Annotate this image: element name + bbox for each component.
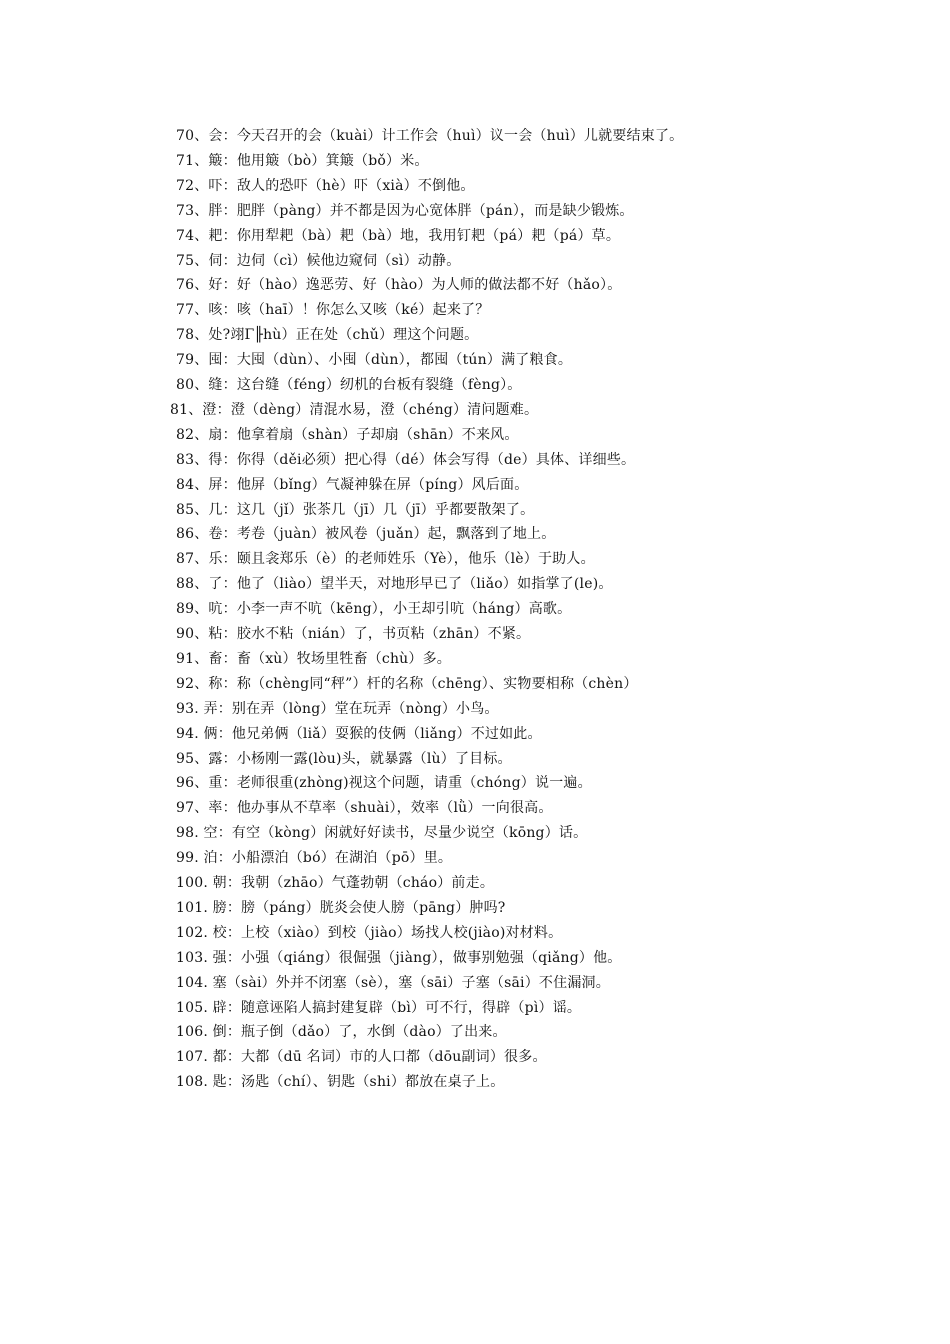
entry-line: 98. 空：有空（kòng）闲就好好读书，尽量少说空（kōng）话。 xyxy=(176,825,588,841)
entry-line: 102. 校：上校（xiào）到校（jiào）场找人校(jiào)对材料。 xyxy=(176,925,563,941)
entry-line: 80、缝：这台缝（féng）纫机的台板有裂缝（fèng）。 xyxy=(176,377,522,393)
entry-line: 83、得：你得（děi必须）把心得（dé）体会写得（de）具体、详细些。 xyxy=(176,452,636,468)
entry-line: 70、会：今天召开的会（kuài）计工作会（huì）议一会（huì）儿就要结束了。 xyxy=(176,128,684,144)
entry-line: 93. 弄：别在弄（lòng）堂在玩弄（nòng）小鸟。 xyxy=(176,701,499,717)
entry-line: 75、伺：边伺（cì）候他边窥伺（sì）动静。 xyxy=(176,253,461,269)
entry-line: 94. 俩：他兄弟俩（liǎ）耍猴的伎俩（liǎng）不过如此。 xyxy=(176,726,542,742)
entry-line: 85、几：这几（jǐ）张茶几（jī）几（jī）乎都要散架了。 xyxy=(176,502,535,518)
entry-line: 78、处?翊Γ╟hù）正在处（chǔ）理这个问题。 xyxy=(176,327,479,343)
entry-line: 72、吓：敌人的恐吓（hè）吓（xià）不倒他。 xyxy=(176,178,475,194)
entry-line: 82、扇：他拿着扇（shàn）子却扇（shān）不来风。 xyxy=(176,427,519,443)
entry-line: 105. 辟：随意诬陷人搞封建复辟（bì）可不行，得辟（pì）谣。 xyxy=(176,1000,582,1016)
entry-line: 103. 强：小强（qiáng）很倔强（jiàng），做事别勉强（qiǎng）他。 xyxy=(176,950,622,966)
entry-line: 104. 塞（sài）外并不闭塞（sè），塞（sāi）子塞（sāi）不住漏洞。 xyxy=(176,975,610,991)
entry-line: 84、屏：他屏（bǐng）气凝神躲在屏（píng）风后面。 xyxy=(176,477,529,493)
entry-line: 100. 朝：我朝（zhāo）气蓬勃朝（cháo）前走。 xyxy=(176,875,495,891)
entry-line: 101. 膀：膀（páng）胱炎会使人膀（pāng）肿吗? xyxy=(176,900,506,916)
entry-line: 99. 泊：小船漂泊（bó）在湖泊（pō）里。 xyxy=(176,850,453,866)
entry-line: 108. 匙：汤匙（chí）、钥匙（shi）都放在桌子上。 xyxy=(176,1074,505,1090)
entry-line: 90、粘：胶水不粘（nián）了，书页粘（zhān）不紧。 xyxy=(176,626,531,642)
entry-line: 88、了：他了（liào）望半天，对地形早已了（liǎo）如指掌了(le)。 xyxy=(176,576,613,592)
entry-line: 81、澄：澄（dèng）清混水易，澄（chéng）清问题难。 xyxy=(170,402,539,418)
entry-line: 96、重：老师很重(zhòng)视这个问题，请重（chóng）说一遍。 xyxy=(176,775,592,791)
entry-line: 74、耙：你用犁耙（bà）耙（bà）地，我用钉耙（pá）耙（pá）草。 xyxy=(176,228,621,244)
entry-line: 79、囤：大囤（dùn）、小囤（dùn），都囤（tún）满了粮食。 xyxy=(176,352,573,368)
entry-line: 106. 倒：瓶子倒（dǎo）了，水倒（dào）了出来。 xyxy=(176,1024,507,1040)
entry-line: 95、露：小杨刚一露(lòu)头，就暴露（lù）了目标。 xyxy=(176,751,512,767)
entry-line: 107. 都：大都（dū 名词）市的人口都（dōu副词）很多。 xyxy=(176,1049,547,1065)
entry-line: 73、胖：肥胖（pàng）并不都是因为心宽体胖（pán），而是缺少锻炼。 xyxy=(176,203,634,219)
entry-line: 87、乐：颐且衾郑乐（è）的老师姓乐（Yè），他乐（lè）于助人。 xyxy=(176,551,595,567)
entry-line: 77、咳：咳（haī）！你怎么又咳（ké）起来了？ xyxy=(176,302,490,318)
entry-line: 91、畜：畜（xù）牧场里牲畜（chù）多。 xyxy=(176,651,451,667)
entry-line: 92、称：称（chèng同“秤”）杆的名称（chēng）、实物要相称（chèn） xyxy=(176,676,638,692)
entry-line: 89、吭：小李一声不吭（kēng），小王却引吭（háng）高歌。 xyxy=(176,601,572,617)
entry-line: 86、卷：考卷（juàn）被风卷（juǎn）起，飘落到了地上。 xyxy=(176,526,556,542)
entry-line: 97、率：他办事从不草率（shuài），效率（lǜ）一向很高。 xyxy=(176,800,553,816)
entry-line: 76、好：好（hào）逸恶劳、好（hào）为人师的做法都不好（hǎo）。 xyxy=(176,277,622,293)
entry-line: 71、簸：他用簸（bò）箕簸（bǒ）米。 xyxy=(176,153,429,169)
